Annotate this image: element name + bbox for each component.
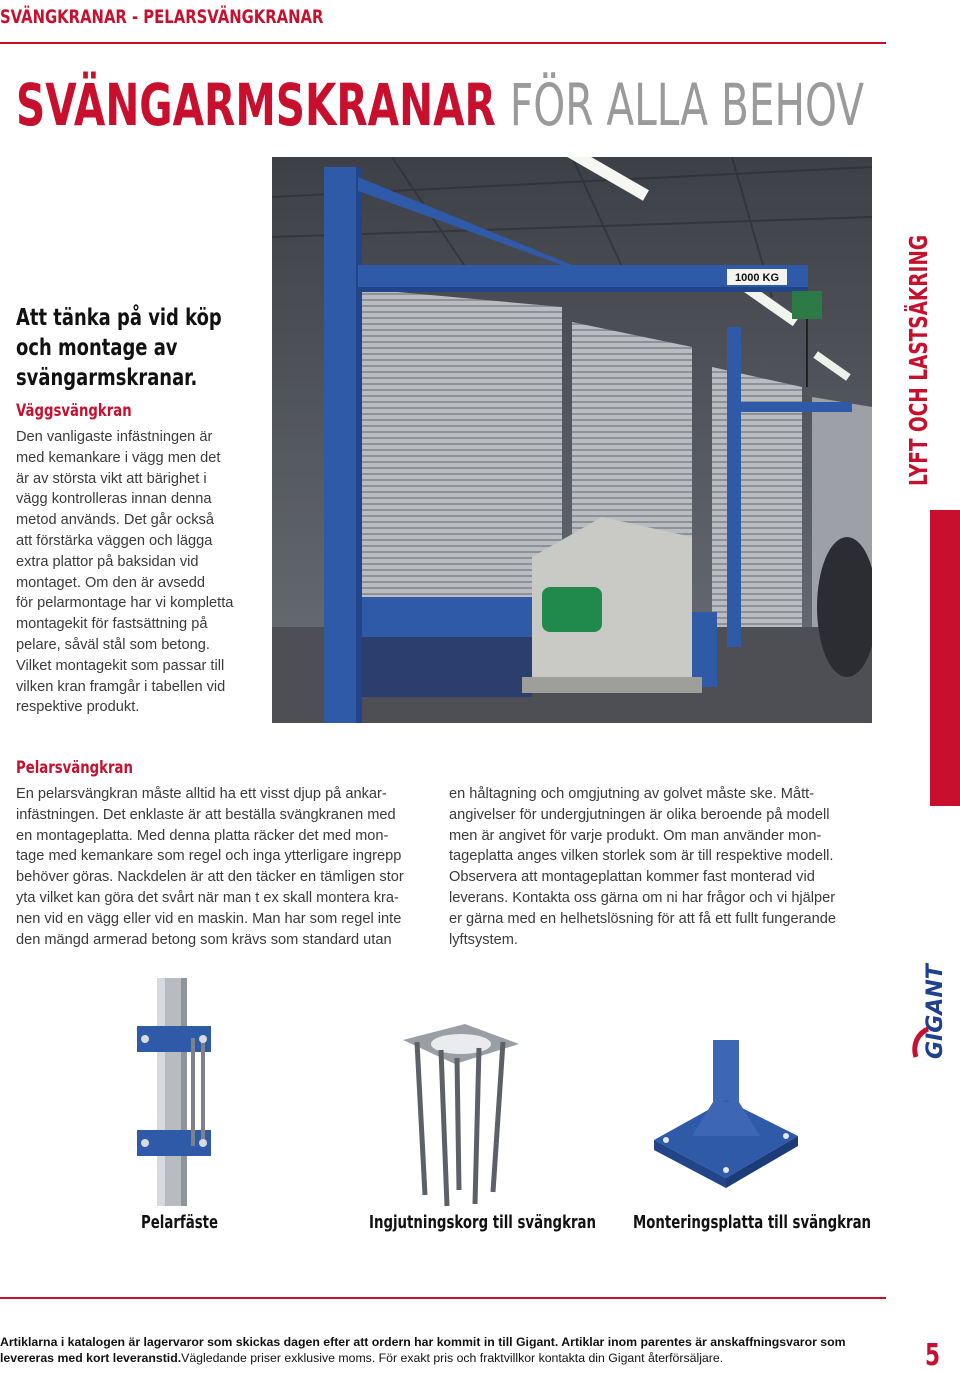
product-caption-anchor-cage: Ingjutningskorg till svängkran	[369, 1212, 596, 1233]
pillar-crane-text-column-2	[449, 784, 859, 950]
footer-normal-line: Vägledande priser exklusive moms. För exakt pris och fraktvillkor kontakta din Gigant återförsäljare.	[181, 1351, 724, 1365]
text-line: pelare, såväl stål som betong.	[16, 636, 210, 653]
intro-heading-line: svängarmskranar.	[16, 365, 198, 391]
wall-crane-heading: Väggsvängkran	[16, 401, 132, 421]
pillar-crane-heading: Pelarsvängkran	[16, 758, 133, 778]
text-line: metod används. Det går också	[16, 512, 214, 529]
intro-paragraph	[16, 427, 256, 718]
pillar-crane-text-column-1	[16, 784, 426, 950]
text-line: en montageplatta. Med denna platta räcker det med mon-	[16, 827, 389, 844]
text-line: montaget. Om den är avsedd	[16, 574, 206, 591]
text-line: tageplatta anges vilken storlek som är till respektive modell.	[449, 848, 834, 865]
text-line: En pelarsvängkran måste alltid ha ett visst djup på ankar-	[16, 786, 387, 802]
text-line: men är angivet för varje produkt. Om man använder mon-	[449, 827, 822, 844]
footer-bold-line: Artiklarna i katalogen är lagervaror som skickas dagen efter att ordern har kommit in till Gigant. Artiklar inom parentes är anskaffningsvaror som	[0, 1335, 846, 1349]
text-line: er gärna med en helhetslösning för att få ett fullt fungerande	[449, 910, 836, 927]
title-part-1: SVÄNGARMSKRANAR	[16, 71, 496, 139]
mounting-plate-image	[648, 1040, 803, 1190]
text-line: Vilket montagekit som passar till	[16, 657, 225, 674]
sidebar-category-label	[904, 234, 944, 486]
gigant-logo	[910, 925, 950, 1065]
footer-bold-line: levereras med kort leveranstid.	[0, 1351, 182, 1365]
top-rule	[0, 42, 886, 44]
text-line: en håltagning och omgjutning av golvet måste ske. Mått-	[449, 786, 815, 802]
page-title	[16, 72, 864, 138]
intro-heading	[16, 303, 250, 393]
text-line: vilken kran framgår i tabellen vid	[16, 678, 226, 695]
text-line: nen vid en vägg eller vid en maskin. Man har som regel inte	[16, 910, 402, 927]
product-caption-mounting-plate: Monteringsplatta till svängkran	[633, 1212, 872, 1233]
text-line: leverans. Kontakta oss gärna om ni har frågor och vi hjälper	[449, 889, 836, 906]
text-line: att förstärka väggen och lägga	[16, 532, 213, 549]
text-line: behöver göras. Nackdelen är att den täcker en tämligen stor	[16, 869, 404, 886]
text-line: respektive produkt.	[16, 699, 140, 716]
bottom-rule	[0, 1297, 886, 1299]
load-capacity-sign: 1000 KG	[734, 272, 780, 284]
footer-note	[0, 1334, 900, 1366]
anchor-cage-image	[395, 1020, 525, 1208]
title-part-2: FÖR ALLA BEHOV	[509, 71, 865, 139]
section-header: SVÄNGKRANAR - PELARSVÄNGKRANAR	[0, 6, 324, 28]
text-line: yta vilket kan göra det svårt när man t ex skall montera kra-	[16, 889, 399, 906]
intro-section	[16, 303, 256, 718]
text-line: vägg kontrolleras innan denna	[16, 491, 212, 508]
text-line: med kemankare i vägg men det	[16, 449, 221, 466]
intro-heading-line: och montage av	[16, 335, 178, 361]
text-line: är av största vikt att bärighet i	[16, 470, 207, 487]
text-line: Den vanligaste infästningen är	[16, 429, 213, 445]
text-line: för pelarmontage har vi kompletta	[16, 595, 234, 612]
sidebar-label-text: LYFT OCH LASTSÄKRING	[904, 234, 933, 486]
text-line: extra plattor på baksidan vid	[16, 553, 199, 570]
page-number: 5	[925, 1338, 941, 1373]
text-line: tage med kemankare som regel och inga ytterligare ingrepp	[16, 848, 402, 865]
product-caption-pillar-bracket: Pelarfäste	[141, 1212, 219, 1233]
text-line: angivelser för undergjutningen är olika beroende på modell	[449, 806, 830, 823]
text-line: montagekit för fastsättning på	[16, 616, 208, 633]
text-line: den mängd armerad betong som krävs som standard utan	[16, 931, 392, 948]
crane-photo	[272, 157, 872, 723]
logo-wordmark: GIGANT	[923, 964, 948, 1059]
text-line: infästningen. Det enklaste är att beställa svängkranen med	[16, 806, 396, 823]
intro-heading-line: Att tänka på vid köp	[16, 305, 222, 331]
pillar-bracket-image	[135, 978, 215, 1208]
sidebar-red-bar	[930, 510, 960, 806]
text-line: Observera att montageplattan kommer fast monterad vid	[449, 869, 815, 886]
text-line: lyftsystem.	[449, 931, 518, 948]
